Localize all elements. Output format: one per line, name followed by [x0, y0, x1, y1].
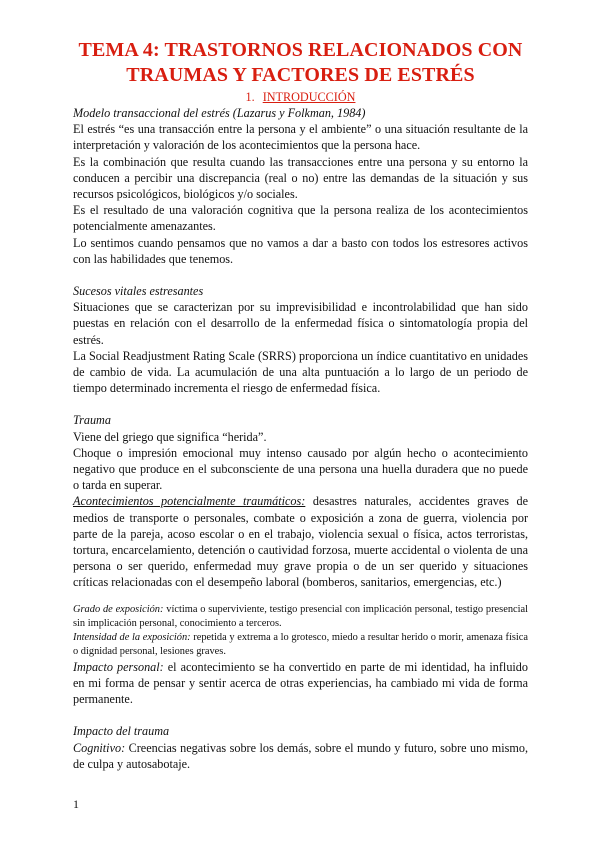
traumatic-events-text: desastres naturales, accidentes graves de medios de transporte o personales, combate o exposición a zona de guerra, violencia por parte de la pareja, acoso escolar o en el trabajo, violencia sexual o física, actos terroristas, tortura, encarcelamiento, detención o cautividad forzosa, muerte accidental o violenta de una persona o ser querido, enfermedad muy grave propia o de un ser querido y situaciones críticas relacionadas con el desempeño laboral (bomberos, sanitarios, emergencias, etc.)	[73, 494, 528, 590]
exposure-intensity-label: Intensidad de la exposición:	[73, 631, 191, 643]
personal-impact-text: el acontecimiento se ha convertido en parte de mi identidad, ha influido en mi forma de pensar y sentir acerca de otras experiencias, ha cambiado mi vida de forma permanente.	[73, 659, 528, 707]
model-paragraph-1: El estrés “es una transacción entre la persona y el ambiente” o una situación resultante de la interpretación y valoración de los acontecimientos que la persona hace.	[73, 122, 528, 153]
model-heading: Modelo transaccional del estrés (Lazarus y Folkman, 1984)	[73, 106, 366, 120]
life-events-paragraph-1: Situaciones que se caracterizan por su imprevisibilidad e incontrolabilidad que han sido puestas en relación con el desarrollo de la enfermedad física o sintomatología propia del estrés.	[73, 300, 528, 347]
traumatic-events-label: Acontecimientos potencialmente traumáticos:	[73, 494, 306, 509]
exposure-intensity-text: repetida y extrema a lo grotesco, miedo a resultar herido o morir, amenaza física o dignidad personal, lesiones graves.	[73, 631, 528, 657]
cognitive-text: Creencias negativas sobre los demás, sobre el mundo y futuro, sobre uno mismo, de culpa y autosabotaje.	[73, 740, 528, 771]
model-paragraph-2: Es la combinación que resulta cuando las transacciones entre una persona y su entorno la conducen a percibir una discrepancia (real o no) entre las demandas de la situación y sus recursos psicológicos, biológicos y/o sociales.	[73, 154, 528, 202]
model-paragraph-4: Lo sentimos cuando pensamos que no vamos a dar a basto con todos los estresores activos con las habilidades que tenemos.	[73, 235, 528, 266]
model-paragraph-3: Es el resultado de una valoración cognitiva que la persona realiza de los acontecimientos potencialmente amenazantes.	[73, 203, 528, 234]
personal-impact-paragraph	[73, 659, 528, 708]
trauma-paragraph-2: Choque o impresión emocional muy intenso causado por algún hecho o acontecimiento negativo que produce en el subconsciente de una persona una huella duradera que no puede o tarda en superar.	[73, 445, 528, 493]
section-label: INTRODUCCIÓN	[262, 90, 356, 104]
traumatic-events-paragraph	[73, 493, 528, 590]
life-events-paragraph-2: La Social Readjustment Rating Scale (SRRS) proporciona un índice cuantitativo en unidades de cambio de vida. La acumulación de una alta puntuación a lo largo de un periodo de tiempo determinado incrementa el riesgo de enfermedad física.	[73, 348, 528, 396]
exposure-degree-text: víctima o superviviente, testigo presencial con implicación personal, testigo presencial sin implicación personal, conocimiento a terceros.	[73, 603, 529, 629]
life-events-heading: Sucesos vitales estresantes	[73, 284, 204, 299]
document-page	[73, 38, 528, 772]
exposure-degree-label: Grado de exposición:	[73, 603, 164, 615]
page-number: 1	[73, 797, 79, 811]
personal-impact-label: Impacto personal:	[73, 659, 164, 674]
cognitive-paragraph	[73, 740, 528, 772]
exposure-intensity-paragraph	[73, 631, 528, 659]
section-heading	[73, 90, 528, 105]
document-title: TEMA 4: TRASTORNOS RELACIONADOS CON TRAUMAS Y FACTORES DE ESTRÉS	[78, 39, 523, 86]
trauma-heading: Trauma	[73, 413, 111, 428]
exposure-degree-paragraph	[73, 603, 528, 631]
trauma-paragraph-1: Viene del griego que significa “herida”.	[73, 429, 267, 444]
cognitive-label: Cognitivo:	[73, 740, 126, 755]
section-number: 1.	[245, 90, 255, 104]
impact-heading: Impacto del trauma	[73, 724, 170, 739]
